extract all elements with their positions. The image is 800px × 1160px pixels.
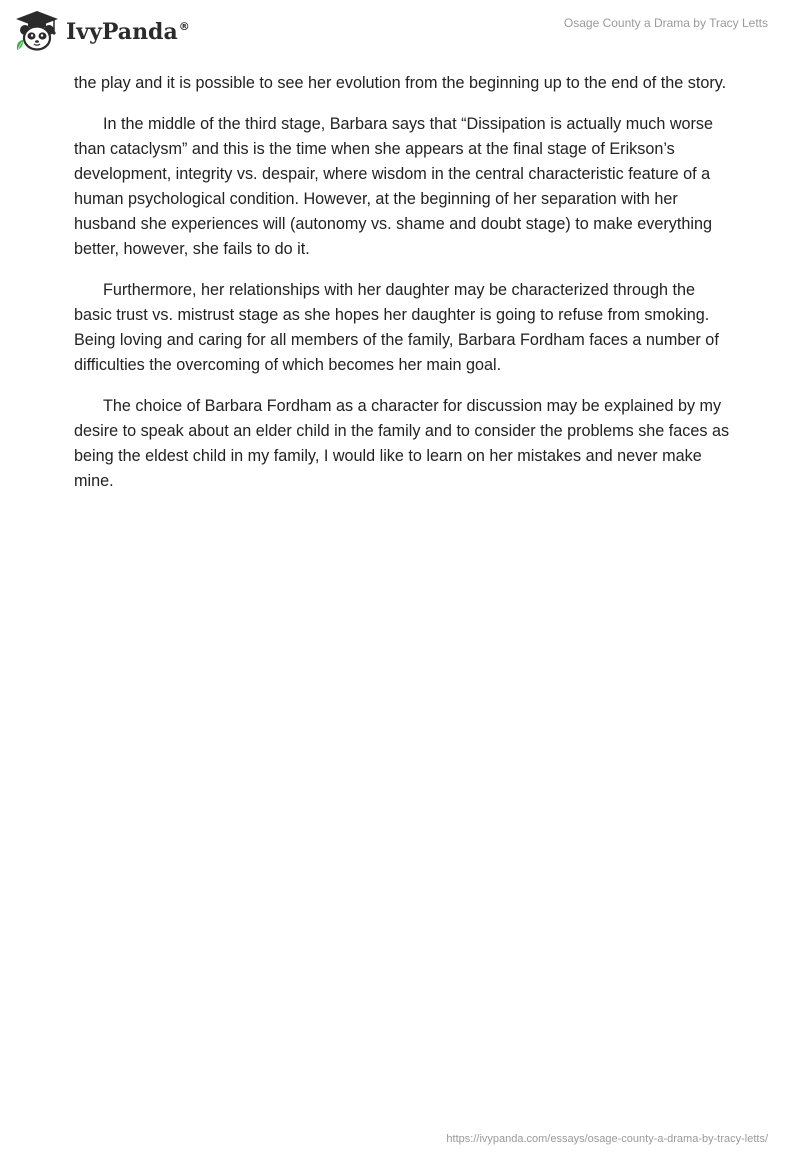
paragraph-4: The choice of Barbara Fordham as a character for discussion may be explained by my desire to speak about an elder child in the family and to consider the problems she faces as being the eldest child in my family, I would like to learn on her mistakes and never make mine.	[74, 397, 730, 490]
registered-mark: ®	[178, 20, 190, 33]
paragraph-3: Furthermore, her relationships with her daughter may be characterized through the basic trust vs. mistrust stage as she hopes her daughter is going to refuse from smoking. Being loving and caring for all members of the family, Barbara Fordham faces a number of difficulties the overcoming of which becomes her main goal.	[74, 281, 719, 374]
essay-body	[74, 71, 734, 510]
page-header	[0, 0, 800, 60]
document-title: Osage County a Drama by Tracy Letts	[563, 16, 768, 30]
brand-name: IvyPanda®	[66, 19, 190, 45]
panda-graduate-icon	[14, 10, 60, 52]
paragraph-1: the play and it is possible to see her evolution from the beginning up to the end of the story.	[74, 74, 727, 92]
ivypanda-logo[interactable]	[14, 8, 190, 54]
paragraph-2: In the middle of the third stage, Barbara says that “Dissipation is actually much worse than cataclysm” and this is the time when she appears at the final stage of Erikson’s development, integrity vs. despair, where wisdom in the central characteristic feature of a human psychological condition. However, at the beginning of her separation with her husband she experiences will (autonomy vs. shame and doubt stage) to make everything better, however, she fails to do it.	[74, 115, 714, 258]
source-url[interactable]: https://ivypanda.com/essays/osage-county-a-drama-by-tracy-letts/	[446, 1133, 768, 1145]
